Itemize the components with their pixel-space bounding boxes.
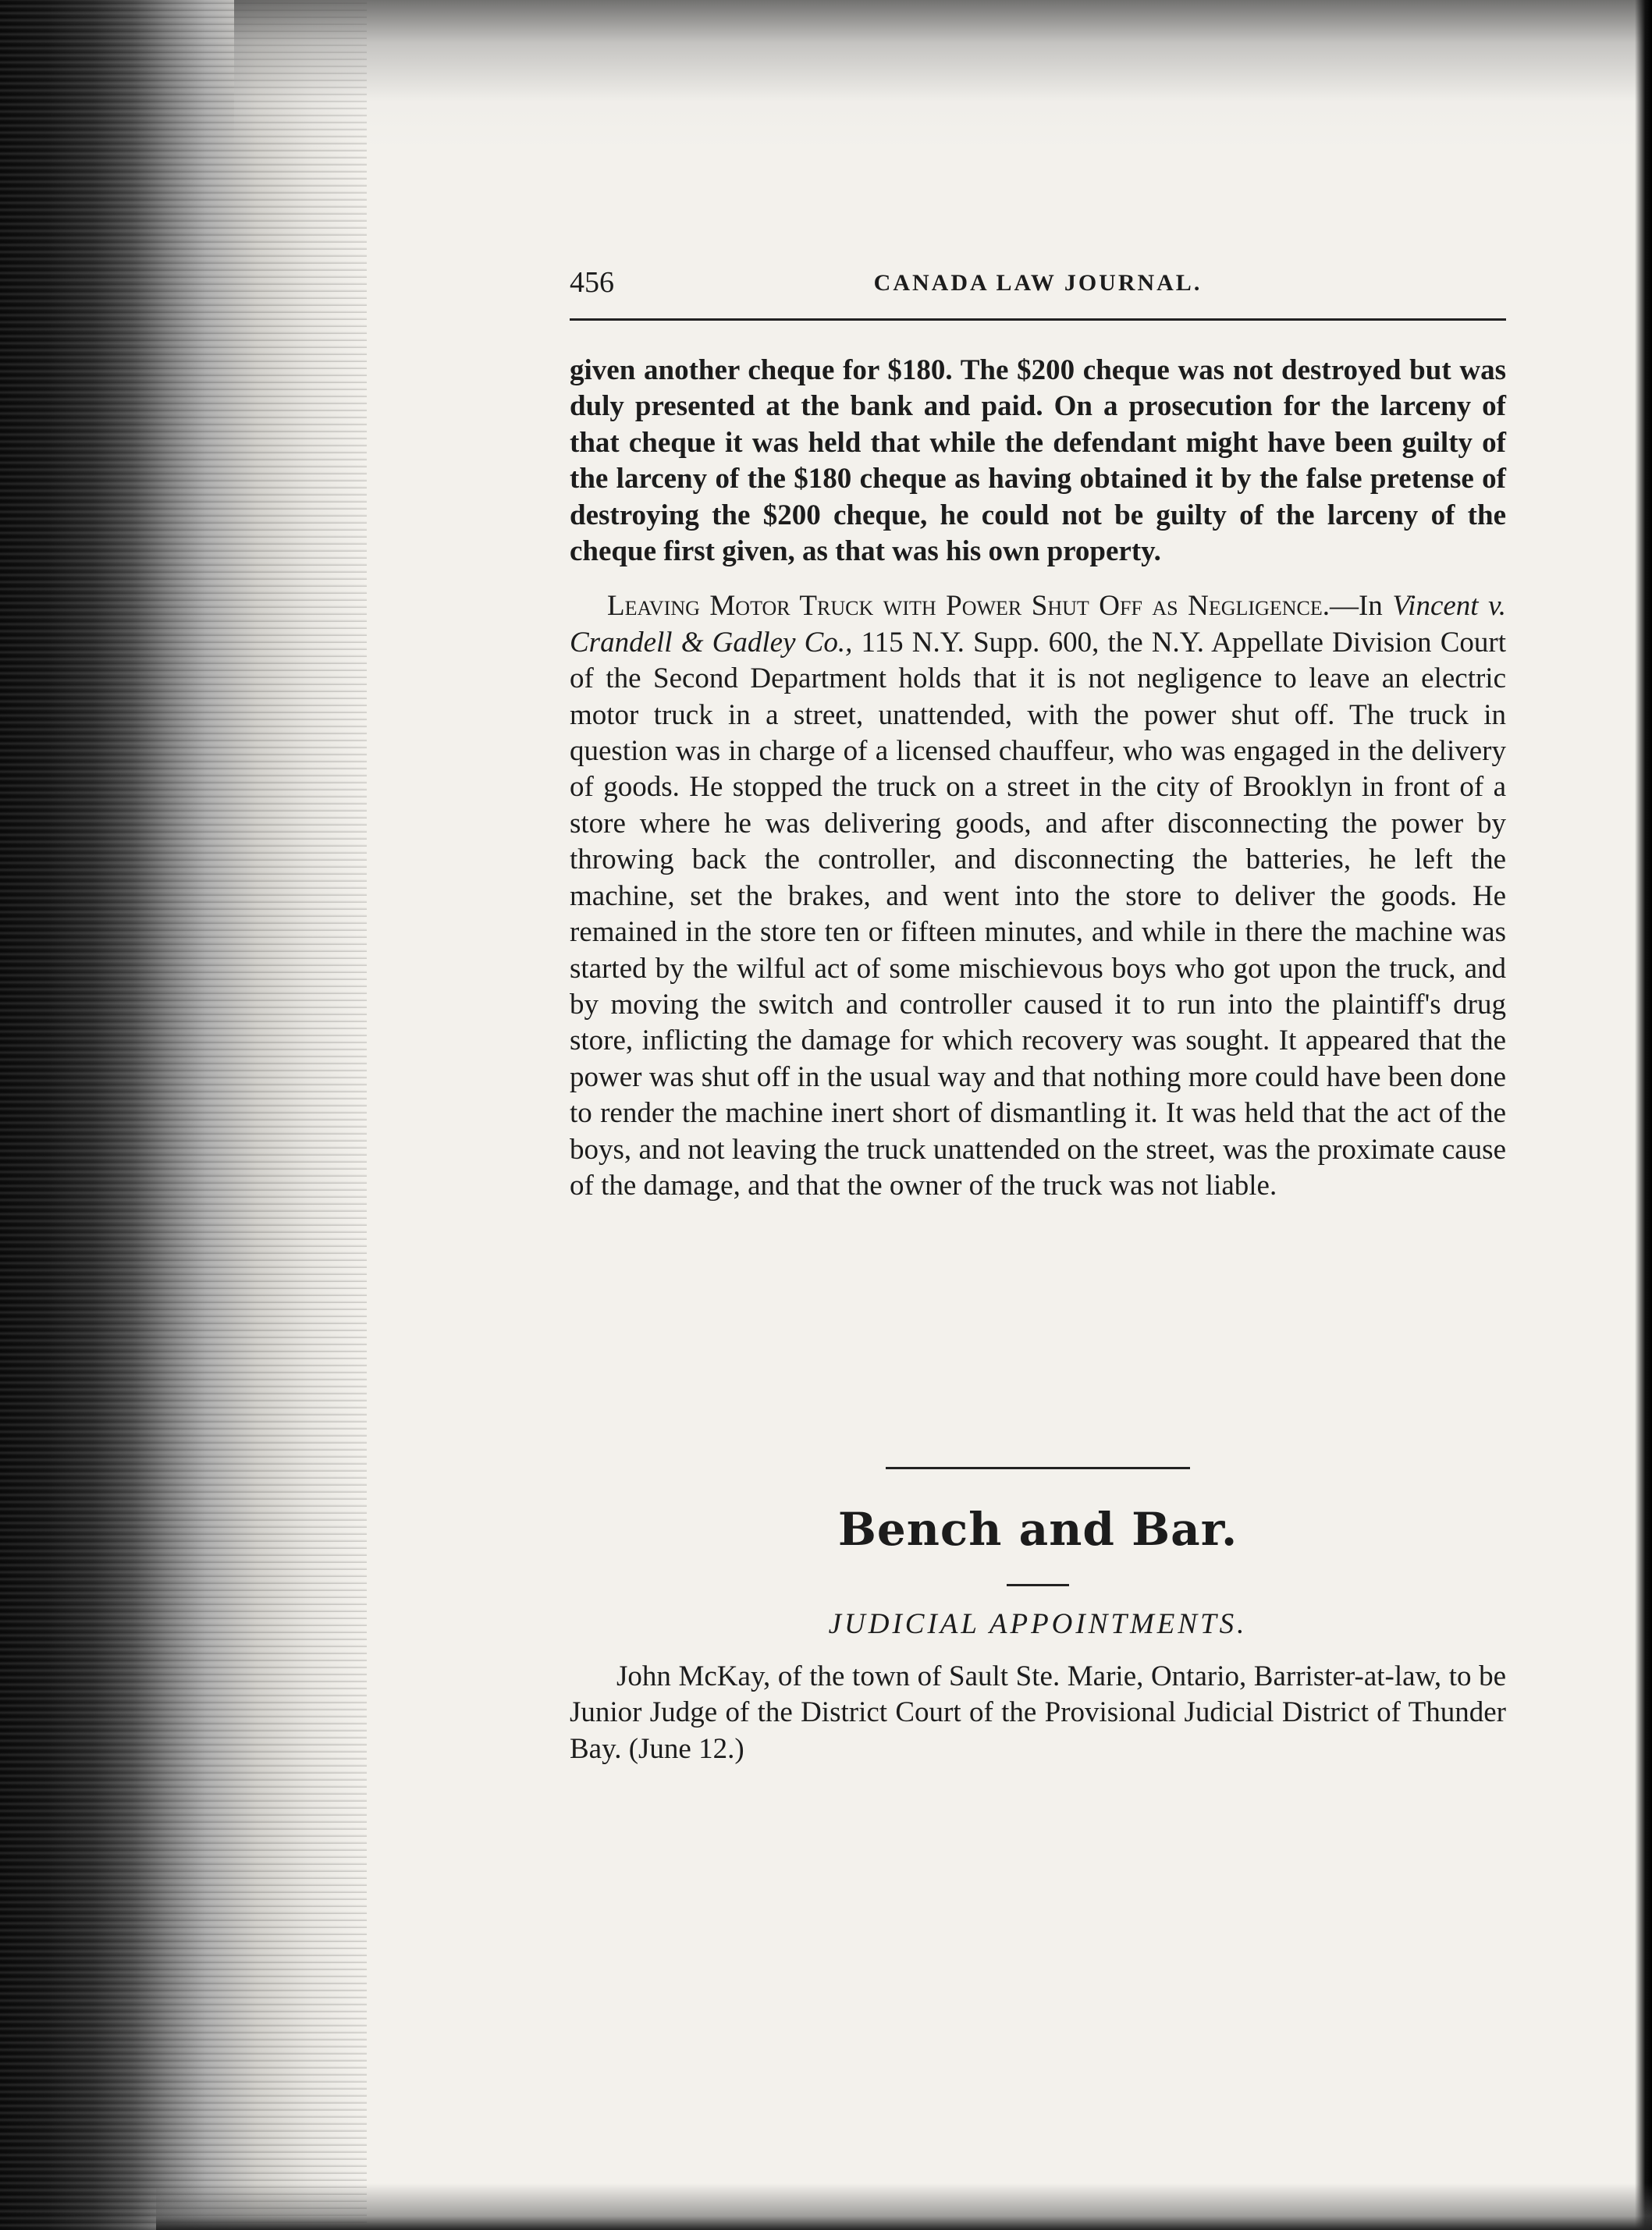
bottom-scan-edge (156, 2183, 1652, 2230)
appointment-entry: John McKay, of the town of Sault Ste. Marie, Ontario, Barrister-at-law, to be Junior Judge of the District Court of the Provisional Judicial District of Thunder Bay. (June 12.) (570, 1660, 1506, 1765)
section-title: Bench and Bar. (837, 1503, 1238, 1556)
case-lead: —In (1329, 590, 1393, 623)
book-binding-shadow (0, 0, 367, 2230)
paragraph-motor-truck (570, 588, 1506, 1204)
section-divider (886, 1467, 1190, 1469)
top-scan-shadow (234, 0, 1652, 148)
article-body (570, 353, 1506, 1204)
paragraph-cheque-larceny: given another cheque for $180. The $200 cheque was not destroyed but was duly presented at the bank and paid. On a prosecution for the larceny of that cheque it was held that while the defendant might have been guilty of the larceny of the $180 cheque as having obtained it by the false pretense of destroying the $200 cheque, he could not be guilty of the larceny of the cheque first given, as that was his own property. (570, 354, 1506, 568)
page-header (570, 265, 1506, 301)
case-text: 115 N.Y. Supp. 600, the N.Y. Appellate Division Court of the Second Department holds that it is not negligence to leave an electric motor truck in a street, unattended, with the power shut off. The truck in question was in charge of a licensed chauffeur, who was engaged in the delivery of goods. He stopped the truck on a street in the city of Brooklyn in front of a store where he was delivering goods, and after disconnecting the power by throwing back the controller, and disconnecting the batteries, he left the machine, set the brakes, and went into the store to deliver the goods. He remained in the store ten or fifteen minutes, and while in there the machine was started by the wilful act of some mischievous boys who got upon the truck, and by moving the switch and controller caused it to run into the plaintiff's drug store, inflicting the damage for which recovery was sought. It appeared that the power was shut off in the usual way and that nothing more could have been done to render the machine inert short of dismantling it. It was held that the act of the boys, and not leaving the truck unattended on the street, was the proximate cause of the damage, and that the owner of the truck was not liable. (570, 626, 1506, 1202)
section-short-rule (1007, 1584, 1069, 1586)
subsection-title: JUDICIAL APPOINTMENTS. (828, 1608, 1248, 1640)
header-rule (570, 318, 1506, 321)
case-heading: Leaving Motor Truck with Power Shut Off as Negligence. (607, 590, 1330, 623)
running-head: CANADA LAW JOURNAL. (873, 270, 1203, 296)
right-scan-edge (1635, 0, 1652, 2230)
page-number: 456 (570, 266, 614, 299)
case-name: Vincent v. Crandell & Gadley Co., (570, 590, 1506, 659)
